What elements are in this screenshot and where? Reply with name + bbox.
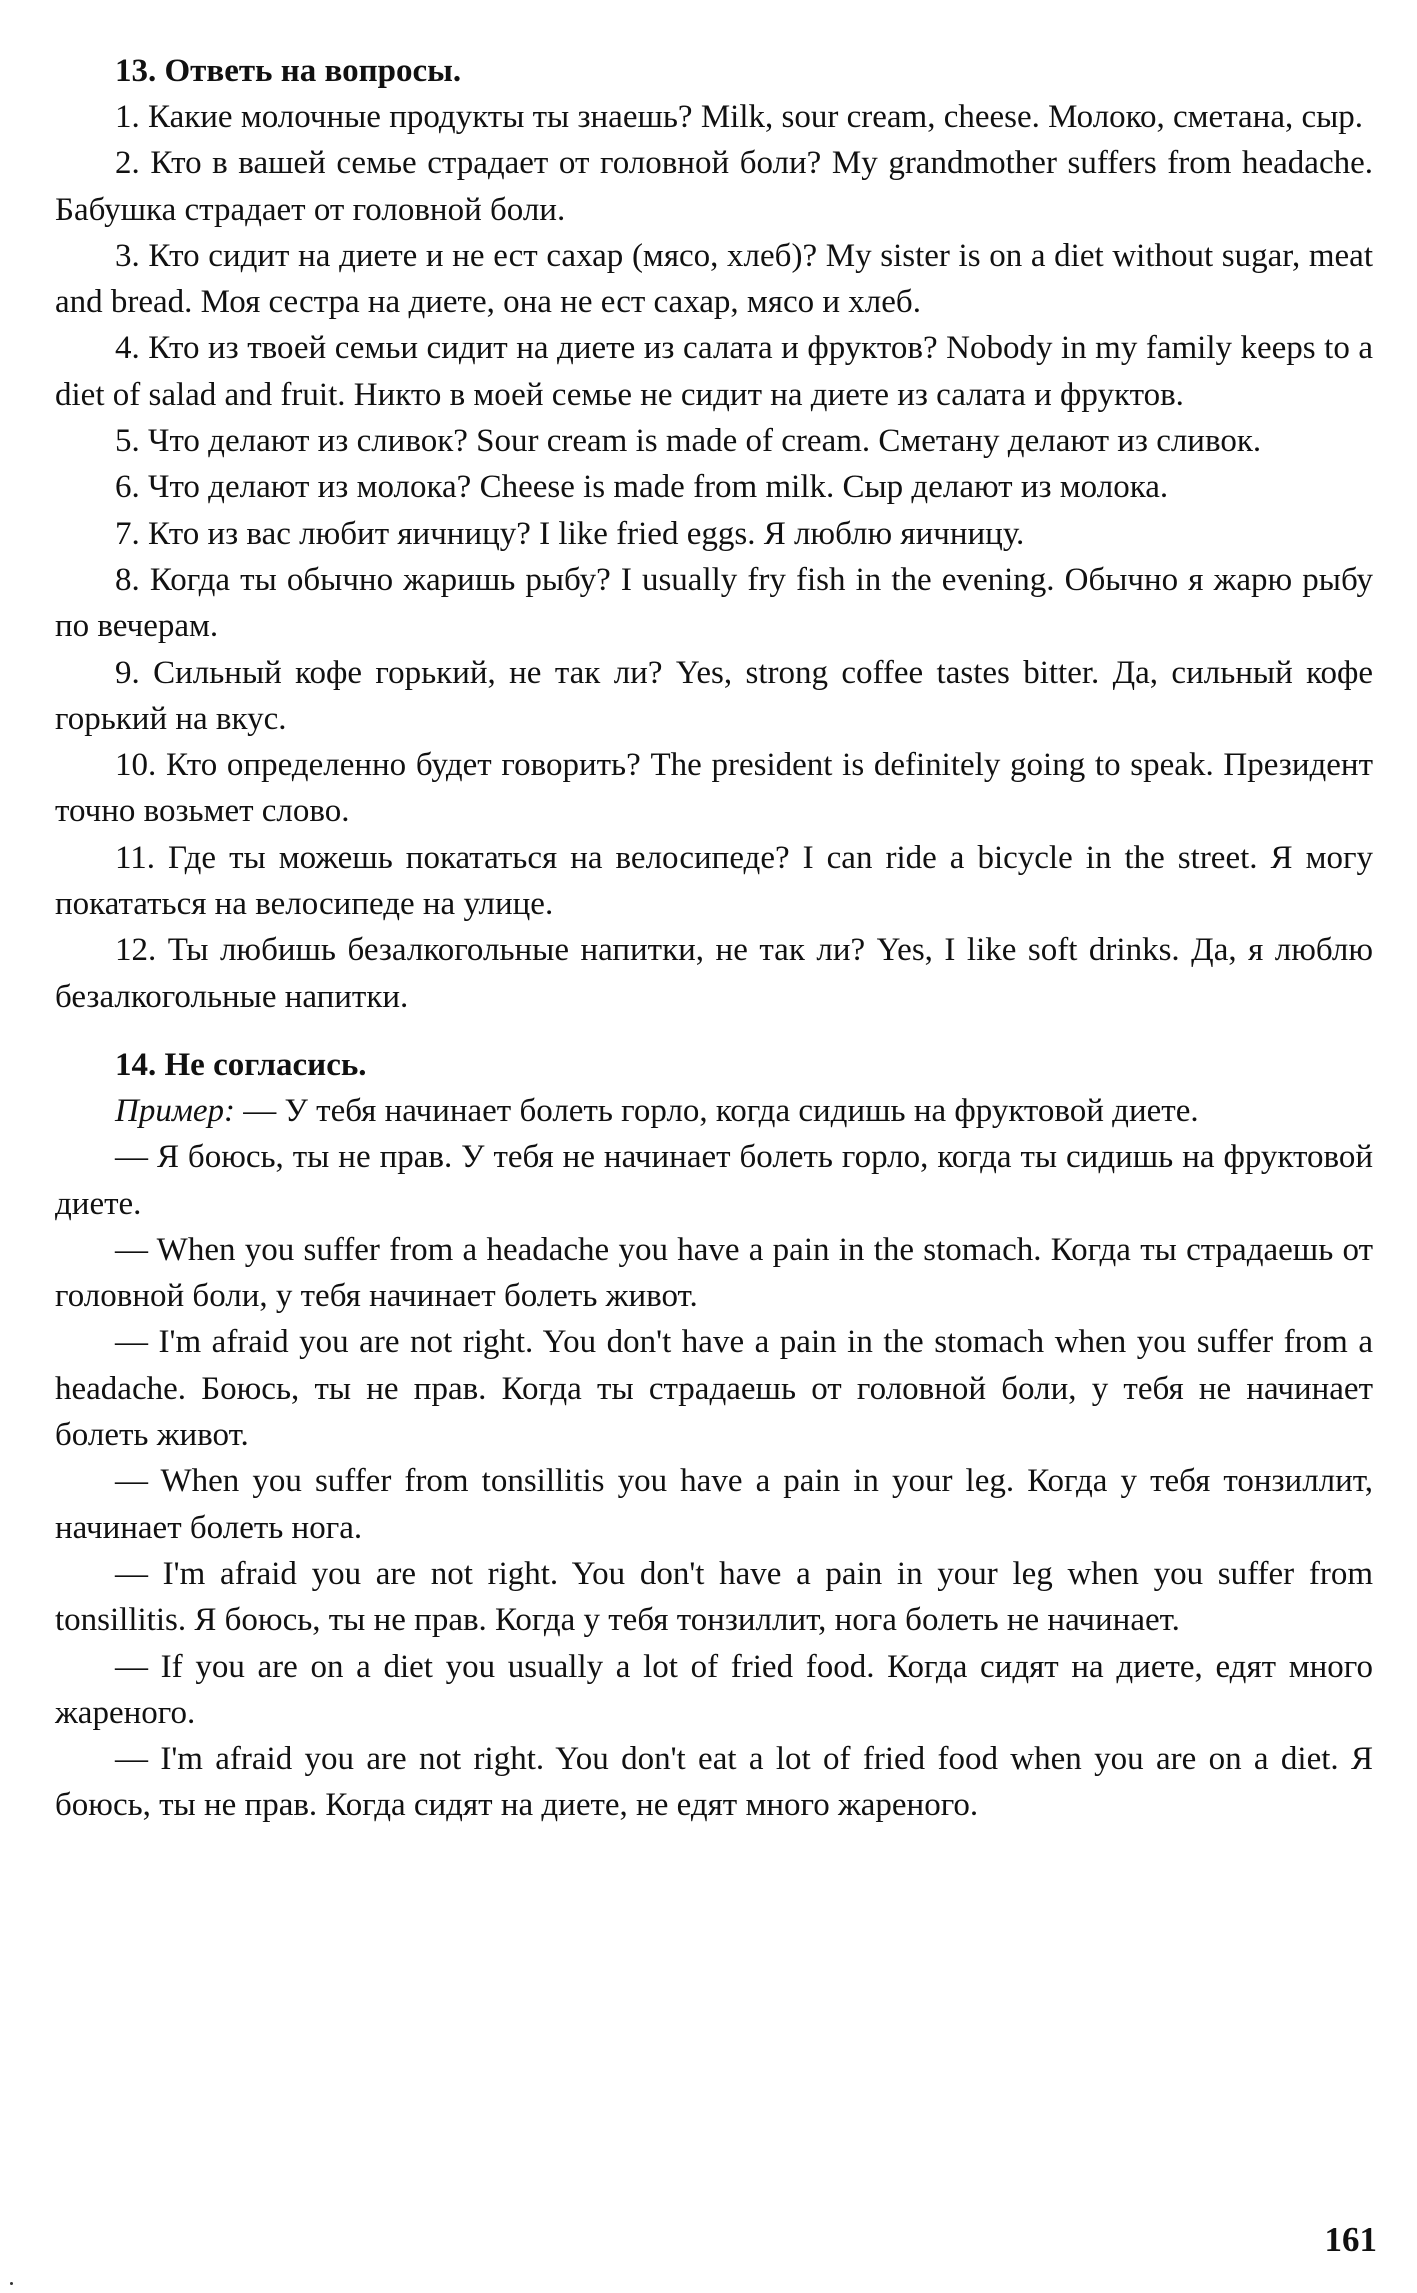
dialogue-line-6: — If you are on a diet you usually a lot of fried food. Когда сидят на диете, едят много жареного.	[55, 1648, 1373, 1731]
dialogue-line-1: — Я боюсь, ты не прав. У тебя не начинает болеть горло, когда ты сидишь на фруктовой диете.	[55, 1139, 1373, 1222]
answer-item-2: 2. Кто в вашей семье страдает от головной боли? My grandmother suffers from headache. Бабушка страдает от головной боли.	[55, 145, 1373, 228]
answer-item-12: 12. Ты любишь безалкогольные напитки, не так ли? Yes, I like soft drinks. Да, я люблю безалкогольные напитки.	[55, 932, 1373, 1015]
page-number: 161	[1324, 2220, 1377, 2259]
answer-item-3: 3. Кто сидит на диете и не ест сахар (мясо, хлеб)? My sister is on a diet without sugar, meat and bread. Моя сестра на диете, она не ест сахар, мясо и хлеб.	[55, 237, 1373, 321]
example-label: Пример:	[115, 1092, 236, 1129]
dialogue-line-3: — I'm afraid you are not right. You don't have a pain in the stomach when you suffer from a headache. Боюсь, ты не прав. Когда ты страдаешь от головной боли, у тебя не начинает болеть живот.	[55, 1324, 1373, 1454]
page-content	[55, 48, 1373, 1829]
answer-item-6: 6. Что делают из молока? Cheese is made from milk. Сыр делают из молока.	[115, 469, 1169, 506]
scan-speck	[10, 2282, 13, 2285]
answer-item-11: 11. Где ты можешь покататься на велосипеде? I can ride a bicycle in the street. Я могу покататься на велосипеде на улице.	[55, 839, 1373, 923]
section-13-title: 13. Ответь на вопросы.	[115, 53, 462, 89]
section-13-body	[55, 94, 1373, 1020]
answer-item-5: 5. Что делают из сливок? Sour cream is made of cream. Сметану делают из сливок.	[115, 423, 1262, 460]
answer-item-9: 9. Сильный кофе горький, не так ли? Yes, strong coffee tastes bitter. Да, сильный кофе горький на вкус.	[55, 654, 1373, 737]
answer-item-10: 10. Кто определенно будет говорить? The president is definitely going to speak. Президент точно возьмет слово.	[55, 747, 1373, 830]
answer-item-1: 1. Какие молочные продукты ты знаешь? Milk, sour cream, cheese. Молоко, сметана, сыр.	[115, 99, 1364, 135]
dialogue-line-7: — I'm afraid you are not right. You don't eat a lot of fried food when you are on a diet. Я боюсь, ты не прав. Когда сидят на диете, не едят много жареного.	[55, 1741, 1373, 1824]
dialogue-line-2: — When you suffer from a headache you have a pain in the stomach. Когда ты страдаешь от головной боли, у тебя начинает болеть живот.	[55, 1231, 1373, 1315]
answer-item-4: 4. Кто из твоей семьи сидит на диете из салата и фруктов? Nobody in my family keeps to a diet of salad and fruit. Никто в моей семье не сидит на диете из салата и фруктов.	[55, 330, 1373, 413]
example-text: — У тебя начинает болеть горло, когда сидишь на фруктовой диете.	[235, 1092, 1199, 1129]
section-14-title: 14. Не согласись.	[115, 1046, 367, 1083]
dialogue-line-5: — I'm afraid you are not right. You don't have a pain in your leg when you suffer from tonsillitis. Я боюсь, ты не прав. Когда у тебя тонзиллит, нога болеть не начинает.	[55, 1555, 1373, 1639]
section-14-body	[55, 1088, 1373, 1829]
dialogue-line-4: — When you suffer from tonsillitis you have a pain in your leg. Когда у тебя тонзиллит, начинает болеть нога.	[55, 1463, 1373, 1546]
answer-item-8: 8. Когда ты обычно жаришь рыбу? I usually fry fish in the evening. Обычно я жарю рыбу по вечерам.	[55, 561, 1373, 645]
answer-item-7: 7. Кто из вас любит яичницу? I like fried eggs. Я люблю яичницу.	[115, 515, 1025, 552]
example-paragraph	[55, 1088, 1373, 1134]
